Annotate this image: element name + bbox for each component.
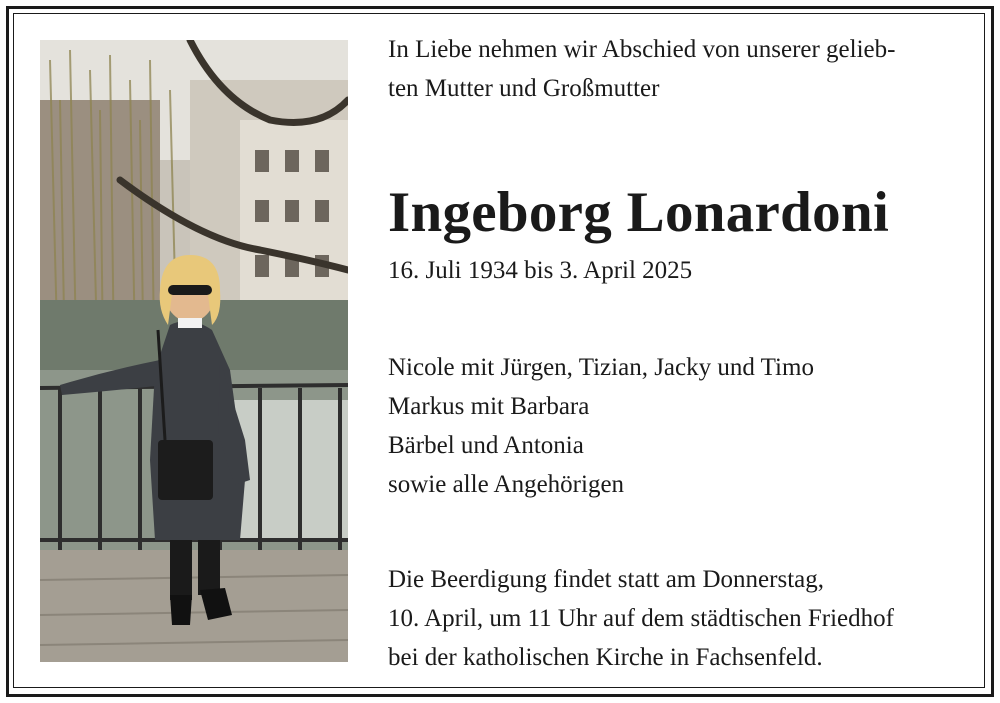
- list-item: Bärbel und Antonia: [388, 432, 584, 459]
- list-item: Markus mit Barbara: [388, 393, 590, 420]
- intro-text: [388, 30, 978, 108]
- notice-text: [388, 30, 978, 671]
- life-dates: 16. Juli 1934 bis 3. April 2025: [388, 257, 693, 284]
- funeral-line: 10. April, um 11 Uhr auf dem städtischen Friedhof: [388, 605, 894, 632]
- list-item: Nicole mit Jürgen, Tizian, Jacky und Timo: [388, 354, 814, 381]
- funeral-info: [388, 560, 894, 677]
- intro-line: ten Mutter und Großmutter: [388, 75, 660, 102]
- list-item: sowie alle Angehörigen: [388, 471, 625, 498]
- funeral-line: Die Beerdigung findet statt am Donnerstag,: [388, 566, 824, 593]
- portrait-photo: [40, 40, 348, 662]
- intro-line: In Liebe nehmen wir Abschied von unserer gelieb-: [388, 36, 896, 63]
- deceased-name: Ingeborg Lonardoni: [388, 181, 890, 244]
- mourners-list: [388, 348, 814, 504]
- funeral-line: bei der katholischen Kirche in Fachsenfeld.: [388, 644, 823, 671]
